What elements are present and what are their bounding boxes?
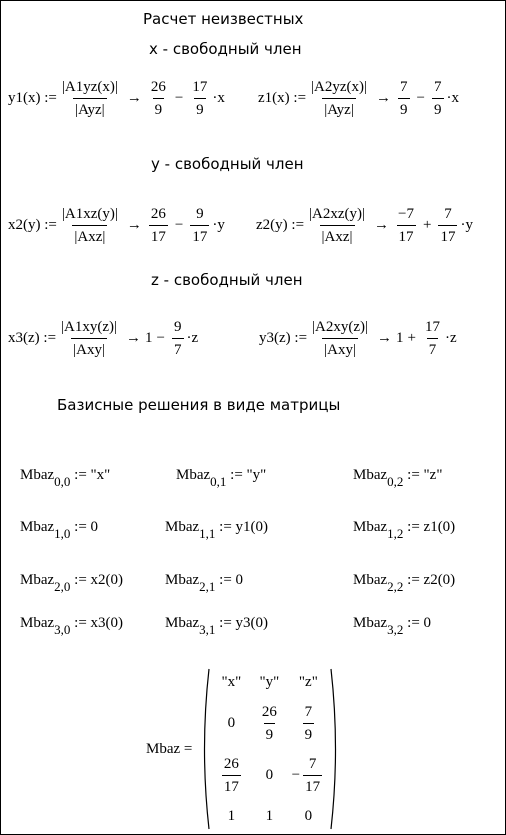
matrix-cell: $\frac{26}{17}$ <box>223 755 239 795</box>
assign-0-0: Mbaz0,0 := "x" <box>20 467 111 489</box>
variable: ·x <box>446 90 459 106</box>
left-paren <box>200 667 210 831</box>
matrix-cell: − $\frac{7}{17}$ <box>291 755 321 795</box>
equation-z2 <box>256 205 473 246</box>
assign-2-1: Mbaz2,1 := 0 <box>165 572 244 594</box>
coef-fraction: $\frac{17}{9}$ <box>192 79 208 118</box>
operator: + <box>407 330 416 346</box>
coef-fraction: $\frac{7}{9}$ <box>434 79 442 118</box>
section-title: Расчет неизвестных <box>143 10 304 28</box>
assign-2-2: Mbaz2,2 := z2(0) <box>353 572 456 594</box>
arrow-symbol: → <box>126 330 142 346</box>
equation-y1 <box>8 78 225 119</box>
heading-y-free: y - свободный член <box>151 155 304 173</box>
assign-2-0: Mbaz2,0 := x2(0) <box>20 572 124 594</box>
arrow-symbol: → <box>126 217 142 233</box>
operator: + <box>423 217 432 233</box>
determinant-fraction: $\frac{|A2yz(x)|}{\text{|Ayz|}}$ <box>311 79 368 118</box>
const-fraction: $\frac{7}{9}$ <box>400 79 408 118</box>
coef-fraction: $\frac{7}{17}$ <box>440 206 456 245</box>
determinant-fraction: $\frac{|A2xz(y)|}{\text{|Axz|}}$ <box>309 206 366 245</box>
assign-1-0: Mbaz1,0 := 0 <box>20 519 99 541</box>
arrow-symbol: → <box>377 330 393 346</box>
lhs: y1(x) := <box>8 90 57 106</box>
equation-x2 <box>8 205 225 246</box>
operator: − <box>174 90 184 106</box>
assign-1-1: Mbaz1,1 := y1(0) <box>165 519 269 541</box>
constant: 1 <box>145 330 153 346</box>
const-fraction: $\frac{26}{17}$ <box>150 206 166 245</box>
result-matrix <box>146 667 340 831</box>
matrix-cell: 0 <box>265 766 274 783</box>
matrix-cell: 1 <box>227 807 236 824</box>
variable: ·x <box>212 90 225 106</box>
heading-z-free: z - свободный член <box>151 271 303 289</box>
operator: − <box>174 217 184 233</box>
determinant-fraction: $\frac{|A1xy(z)|}{\text{|Axy|}}$ <box>61 319 118 358</box>
arrow-symbol: → <box>376 90 392 106</box>
coef-fraction: $\frac{17}{7}$ <box>425 319 440 358</box>
lhs: y3(z) := <box>259 330 308 346</box>
operator: − <box>416 90 425 106</box>
equation-x3 <box>8 318 198 359</box>
assign-3-2: Mbaz3,2 := 0 <box>353 615 432 637</box>
lhs: x2(y) := <box>8 217 57 233</box>
variable: ·z <box>186 330 199 346</box>
matrix-cell: "y" <box>259 673 280 690</box>
matrix-cell: "x" <box>221 673 242 690</box>
assign-3-0: Mbaz3,0 := x3(0) <box>20 615 124 637</box>
determinant-fraction: $\frac{|A2xy(z)|}{\text{|Axy|}}$ <box>312 319 369 358</box>
matrix-cell: $\frac{7}{9}$ <box>304 703 313 743</box>
equation-z1 <box>258 78 459 119</box>
arrow-symbol: → <box>374 217 390 233</box>
assign-0-2: Mbaz0,2 := "z" <box>353 467 443 489</box>
coef-fraction: $\frac{9}{7}$ <box>174 319 182 358</box>
lhs: x3(z) := <box>8 330 57 346</box>
heading-basis: Базисные решения в виде матрицы <box>57 396 341 414</box>
const-fraction: $\frac{-7}{17}$ <box>398 206 414 245</box>
matrix-cell: "z" <box>298 673 318 690</box>
variable: ·z <box>445 330 457 346</box>
lhs: z1(x) := <box>258 90 307 106</box>
matrix-cell: $\frac{26}{9}$ <box>261 703 277 743</box>
matrix-cell: 0 <box>227 714 236 731</box>
lhs: z2(y) := <box>256 217 305 233</box>
constant: 1 <box>396 330 404 346</box>
variable: ·y <box>212 217 225 233</box>
assign-0-1: Mbaz0,1 := "y" <box>176 467 267 489</box>
equation-y3 <box>259 318 457 359</box>
heading-x-free: x - свободный член <box>149 40 302 58</box>
coef-fraction: $\frac{9}{17}$ <box>192 206 208 245</box>
operator: − <box>156 330 165 346</box>
matrix-cell: 0 <box>304 807 313 824</box>
variable: ·y <box>460 217 473 233</box>
assign-3-1: Mbaz3,1 := y3(0) <box>165 615 269 637</box>
right-paren <box>330 667 340 831</box>
determinant-fraction: $\frac{|A1yz(x)|}{\text{|Ayz|}}$ <box>61 79 118 118</box>
matrix-label: Mbaz = <box>146 740 193 757</box>
determinant-fraction: $\frac{|A1xz(y)|}{\text{|Axz|}}$ <box>61 206 118 245</box>
matrix-cell: 1 <box>265 807 274 824</box>
arrow-symbol: → <box>126 90 142 106</box>
const-fraction: $\frac{26}{9}$ <box>150 79 166 118</box>
assign-1-2: Mbaz1,2 := z1(0) <box>353 519 456 541</box>
